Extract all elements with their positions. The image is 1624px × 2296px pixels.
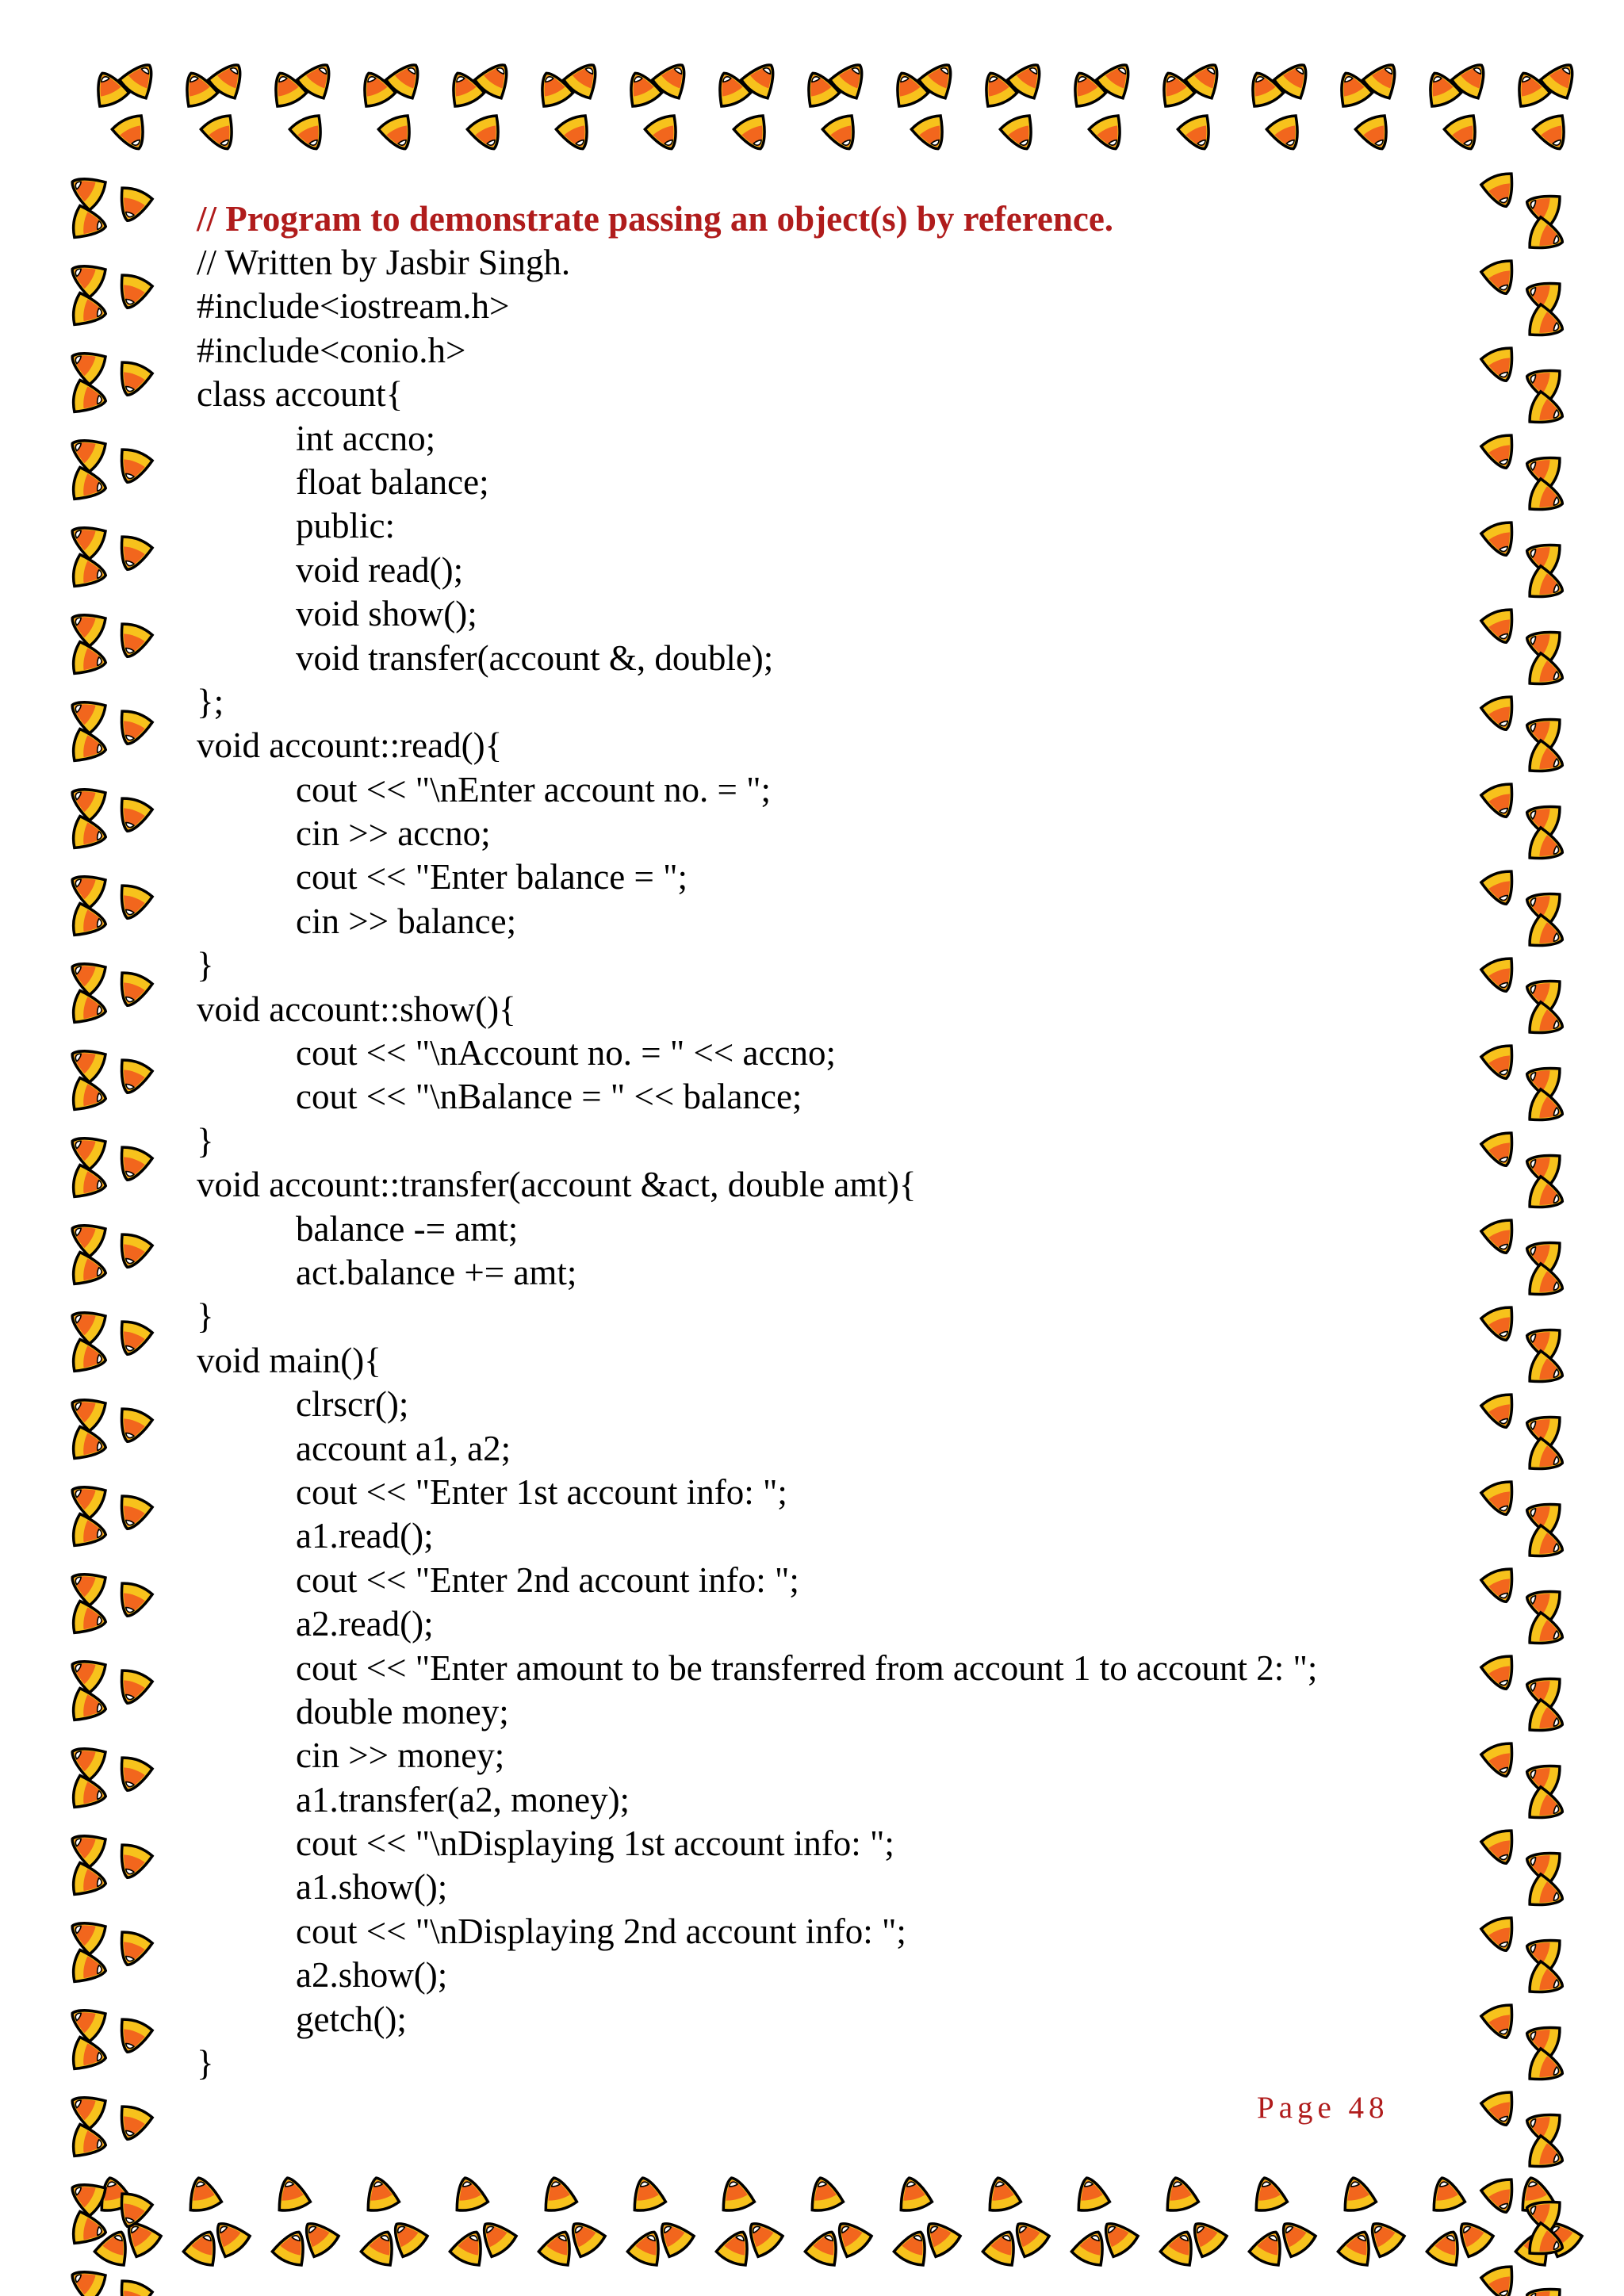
code-line: } bbox=[197, 945, 214, 985]
code-line: a1.show(); bbox=[296, 1867, 448, 1908]
candy-corn-icon bbox=[1480, 1217, 1522, 1258]
candy-corn-icon bbox=[1509, 67, 1552, 109]
candy-corn-icon bbox=[64, 430, 108, 473]
candy-corn-icon bbox=[1420, 67, 1463, 109]
candy-corn-icon bbox=[1480, 1915, 1522, 1956]
candy-corn-icon bbox=[910, 113, 953, 155]
candy-corn-icon bbox=[1177, 113, 1220, 155]
candy-corn-icon bbox=[71, 641, 109, 679]
candy-corn-icon bbox=[887, 67, 930, 109]
candy-corn-icon bbox=[716, 2174, 756, 2214]
candy-corn-icon bbox=[1480, 2176, 1522, 2218]
candy-corn-icon bbox=[1249, 2174, 1289, 2214]
candy-corn-icon bbox=[71, 1688, 109, 1725]
candy-corn-icon bbox=[71, 1601, 109, 1638]
code-line: cout << "\nBalance = " << balance; bbox=[296, 1077, 802, 1117]
candy-corn-icon bbox=[64, 866, 108, 909]
candy-corn-icon bbox=[64, 1040, 108, 1084]
candy-corn-icon bbox=[1480, 955, 1522, 997]
candy-corn-icon bbox=[1480, 2002, 1522, 2043]
candy-corn-icon bbox=[113, 1057, 154, 1098]
candy-corn-icon bbox=[272, 2174, 312, 2214]
page-number: Page 48 bbox=[1257, 2091, 1389, 2125]
candy-corn-icon bbox=[1480, 781, 1522, 822]
candy-corn-icon bbox=[113, 272, 154, 313]
candy-corn-icon bbox=[113, 2103, 154, 2145]
candy-corn-icon bbox=[1338, 2174, 1377, 2214]
code-line: #include<conio.h> bbox=[197, 330, 466, 370]
candy-corn-icon bbox=[113, 446, 154, 488]
candy-corn-icon bbox=[1526, 565, 1568, 607]
candy-corn-icon bbox=[113, 621, 154, 662]
candy-corn-icon bbox=[621, 67, 664, 109]
candy-corn-icon bbox=[113, 534, 154, 575]
code-line: void account::read(){ bbox=[197, 725, 503, 766]
candy-corn-icon bbox=[805, 2174, 845, 2214]
code-line: } bbox=[197, 1296, 214, 1337]
code-line: cout << "Enter balance = "; bbox=[296, 857, 688, 897]
candy-corn-icon bbox=[361, 2174, 400, 2214]
candy-corn-icon bbox=[64, 342, 108, 386]
candy-corn-icon bbox=[1480, 2263, 1522, 2296]
candy-corn-icon bbox=[64, 1912, 108, 1956]
candy-corn-icon bbox=[1266, 113, 1308, 155]
candy-corn-icon bbox=[1526, 2048, 1568, 2089]
candy-corn-icon bbox=[64, 1651, 108, 1694]
candy-corn-icon bbox=[113, 1144, 154, 1185]
candy-corn-icon bbox=[733, 113, 776, 155]
candy-corn-icon bbox=[113, 1231, 154, 1272]
candy-corn-icon bbox=[627, 2174, 667, 2214]
code-line: #include<iostream.h> bbox=[197, 286, 510, 327]
code-line: void read(); bbox=[296, 549, 464, 590]
code-line: cout << "Enter 2nd account info: "; bbox=[296, 1559, 799, 1600]
candy-corn-icon bbox=[1480, 258, 1522, 299]
page-title: // Program to demonstrate passing an object(s) by reference. bbox=[197, 199, 1114, 239]
candy-corn-icon bbox=[1526, 216, 1568, 258]
candy-corn-icon bbox=[538, 2174, 578, 2214]
code-line: public: bbox=[296, 506, 395, 546]
candy-corn-icon bbox=[1065, 67, 1108, 109]
candy-corn-icon bbox=[1480, 1391, 1522, 1433]
candy-corn-icon bbox=[1480, 2089, 1522, 2130]
code-line: void transfer(account &, double); bbox=[296, 637, 774, 678]
candy-corn-icon bbox=[1526, 827, 1568, 868]
candy-corn-icon bbox=[183, 2174, 223, 2214]
candy-corn-icon bbox=[113, 1580, 154, 1621]
candy-corn-icon bbox=[64, 1389, 108, 1433]
candy-corn-icon bbox=[377, 113, 420, 155]
candy-corn-icon bbox=[1526, 1612, 1568, 1653]
code-line: account a1, a2; bbox=[296, 1428, 511, 1468]
code-line: }; bbox=[197, 681, 224, 721]
candy-corn-icon bbox=[1480, 868, 1522, 909]
candy-corn-icon bbox=[113, 1667, 154, 1709]
code-line: clrscr(); bbox=[296, 1384, 409, 1425]
candy-corn-icon bbox=[1480, 432, 1522, 473]
candy-corn-icon bbox=[1243, 67, 1285, 109]
candy-corn-icon bbox=[266, 67, 308, 109]
candy-corn-icon bbox=[113, 1755, 154, 1796]
candy-corn-icon bbox=[64, 953, 108, 997]
candy-corn-icon bbox=[113, 795, 154, 836]
code-line: void account::transfer(account &act, double amt){ bbox=[197, 1165, 917, 1205]
candy-corn-icon bbox=[1480, 170, 1522, 212]
candy-corn-icon bbox=[1443, 113, 1486, 155]
candy-corn-icon bbox=[71, 467, 109, 504]
candy-corn-icon bbox=[1526, 1786, 1568, 1827]
code-line: cout << "Enter amount to be transferred from account 1 to account 2: "; bbox=[296, 1647, 1318, 1688]
candy-corn-icon bbox=[1480, 345, 1522, 386]
candy-corn-icon bbox=[71, 1775, 109, 1812]
candy-corn-icon bbox=[113, 882, 154, 924]
candy-corn-icon bbox=[1526, 1961, 1568, 2002]
candy-corn-icon bbox=[71, 1077, 109, 1115]
candy-corn-icon bbox=[71, 990, 109, 1027]
candy-corn-icon bbox=[64, 168, 108, 212]
candy-corn-icon bbox=[113, 1406, 154, 1447]
candy-corn-icon bbox=[64, 1127, 108, 1171]
code-line: balance -= amt; bbox=[296, 1208, 519, 1249]
candy-corn-icon bbox=[1480, 1827, 1522, 1869]
candy-corn-icon bbox=[71, 1950, 109, 1987]
candy-corn-icon bbox=[450, 2174, 489, 2214]
candy-corn-icon bbox=[71, 1426, 109, 1464]
candy-corn-icon bbox=[1526, 1525, 1568, 1566]
candy-corn-icon bbox=[113, 970, 154, 1011]
code-line: a2.read(); bbox=[296, 1604, 434, 1644]
code-block bbox=[197, 241, 1418, 2085]
code-line: void main(){ bbox=[197, 1340, 381, 1380]
candy-corn-icon bbox=[64, 691, 108, 735]
candy-corn-icon bbox=[71, 729, 109, 766]
candy-corn-icon bbox=[1480, 1043, 1522, 1084]
candy-corn-icon bbox=[1480, 607, 1522, 648]
candy-corn-icon bbox=[88, 67, 131, 109]
candy-corn-icon bbox=[64, 604, 108, 648]
candy-corn-icon bbox=[71, 1165, 109, 1202]
candy-corn-icon bbox=[71, 816, 109, 853]
code-line: } bbox=[197, 2043, 214, 2084]
candy-corn-icon bbox=[111, 113, 154, 155]
candy-corn-icon bbox=[113, 2016, 154, 2057]
candy-corn-icon bbox=[71, 2037, 109, 2074]
candy-corn-icon bbox=[1526, 478, 1568, 519]
candy-corn-icon bbox=[1154, 67, 1197, 109]
candy-corn-icon bbox=[64, 517, 108, 561]
candy-corn-icon bbox=[71, 554, 109, 591]
code-line: cin >> accno; bbox=[296, 813, 491, 854]
candy-corn-icon bbox=[644, 113, 687, 155]
candy-corn-icon bbox=[71, 1339, 109, 1376]
candy-corn-icon bbox=[71, 1252, 109, 1289]
candy-corn-icon bbox=[999, 113, 1042, 155]
candy-corn-icon bbox=[532, 67, 575, 109]
code-line: act.balance += amt; bbox=[296, 1252, 577, 1292]
candy-corn-icon bbox=[1480, 1653, 1522, 1694]
candy-corn-icon bbox=[1526, 1873, 1568, 1915]
candy-corn-icon bbox=[1480, 1740, 1522, 1781]
candy-corn-icon bbox=[177, 67, 220, 109]
code-line: } bbox=[197, 1120, 214, 1161]
candy-corn-icon bbox=[71, 1513, 109, 1551]
candy-corn-icon bbox=[71, 380, 109, 417]
candy-corn-icon bbox=[976, 67, 1019, 109]
candy-corn-icon bbox=[1480, 1479, 1522, 1520]
candy-corn-icon bbox=[1480, 519, 1522, 561]
code-line: float balance; bbox=[296, 461, 489, 502]
candy-corn-icon bbox=[1526, 914, 1568, 955]
candy-corn-icon bbox=[1526, 1176, 1568, 1217]
candy-corn-icon bbox=[1331, 67, 1374, 109]
code-line: cout << "\nDisplaying 1st account info: "; bbox=[296, 1823, 894, 1864]
code-line: a1.read(); bbox=[296, 1516, 434, 1556]
code-line: cout << "Enter 1st account info: "; bbox=[296, 1471, 787, 1512]
candy-corn-icon bbox=[1480, 1566, 1522, 1607]
candy-corn-icon bbox=[710, 67, 753, 109]
candy-corn-icon bbox=[113, 708, 154, 749]
candy-corn-icon bbox=[64, 1215, 108, 1258]
candy-corn-icon bbox=[1526, 2135, 1568, 2176]
candy-corn-icon bbox=[113, 185, 154, 226]
code-line: getch(); bbox=[296, 1999, 407, 2039]
code-listing bbox=[197, 197, 1418, 2099]
code-line: void account::show(){ bbox=[197, 989, 516, 1029]
candy-corn-icon bbox=[1160, 2174, 1200, 2214]
candy-corn-icon bbox=[71, 205, 109, 243]
candy-corn-icon bbox=[71, 2124, 109, 2161]
candy-corn-icon bbox=[64, 2261, 108, 2296]
candy-corn-icon bbox=[1526, 391, 1568, 432]
candy-corn-icon bbox=[64, 255, 108, 299]
code-line: cin >> money; bbox=[296, 1735, 505, 1776]
code-line: cout << "\nDisplaying 2nd account info: "; bbox=[296, 1911, 906, 1951]
candy-corn-icon bbox=[113, 1842, 154, 1883]
candy-corn-icon bbox=[1354, 113, 1397, 155]
candy-corn-icon bbox=[64, 2087, 108, 2130]
candy-corn-icon bbox=[354, 67, 397, 109]
candy-corn-icon bbox=[1526, 1699, 1568, 1740]
candy-corn-icon bbox=[982, 2174, 1022, 2214]
candy-corn-icon bbox=[1088, 113, 1131, 155]
candy-corn-icon bbox=[64, 1302, 108, 1345]
candy-corn-icon bbox=[894, 2174, 933, 2214]
candy-corn-icon bbox=[1532, 113, 1575, 155]
candy-corn-icon bbox=[1526, 740, 1568, 781]
candy-corn-icon bbox=[71, 1862, 109, 1900]
candy-corn-icon bbox=[1526, 1089, 1568, 1130]
candy-corn-icon bbox=[1071, 2174, 1111, 2214]
code-line: a1.transfer(a2, money); bbox=[296, 1779, 630, 1820]
candy-corn-icon bbox=[64, 1563, 108, 1607]
candy-corn-icon bbox=[71, 293, 109, 330]
code-line: int accno; bbox=[296, 418, 436, 458]
candy-corn-icon bbox=[1526, 1001, 1568, 1043]
candy-corn-icon bbox=[466, 113, 509, 155]
candy-corn-icon bbox=[799, 67, 841, 109]
candy-corn-icon bbox=[1522, 2280, 1563, 2296]
candy-corn-icon bbox=[1526, 304, 1568, 345]
candy-corn-icon bbox=[1480, 1130, 1522, 1171]
candy-corn-icon bbox=[64, 1825, 108, 1869]
candy-corn-icon bbox=[1480, 694, 1522, 735]
code-line: a2.show(); bbox=[296, 1955, 448, 1996]
candy-corn-icon bbox=[555, 113, 598, 155]
candy-corn-icon bbox=[113, 1318, 154, 1360]
candy-corn-icon bbox=[1526, 652, 1568, 694]
candy-corn-icon bbox=[64, 1476, 108, 1520]
code-line: cout << "\nAccount no. = " << accno; bbox=[296, 1033, 836, 1073]
candy-corn-icon bbox=[443, 67, 486, 109]
candy-corn-icon bbox=[113, 2278, 154, 2296]
candy-corn-icon bbox=[64, 779, 108, 822]
candy-corn-icon bbox=[1526, 1350, 1568, 1391]
candy-corn-icon bbox=[113, 1493, 154, 1534]
candy-corn-icon bbox=[289, 113, 331, 155]
code-line: double money; bbox=[296, 1691, 509, 1732]
code-line: cout << "\nEnter account no. = "; bbox=[296, 769, 771, 809]
code-line: void show(); bbox=[296, 594, 477, 634]
candy-corn-icon bbox=[113, 1929, 154, 1970]
code-line: // Written by Jasbir Singh. bbox=[197, 243, 571, 282]
candy-corn-icon bbox=[1526, 1263, 1568, 1304]
code-line: cin >> balance; bbox=[296, 901, 517, 941]
candy-corn-icon bbox=[64, 1999, 108, 2043]
candy-corn-icon bbox=[1480, 1304, 1522, 1345]
candy-corn-icon bbox=[822, 113, 864, 155]
candy-corn-icon bbox=[200, 113, 243, 155]
candy-corn-icon bbox=[1526, 1437, 1568, 1479]
candy-corn-icon bbox=[64, 1738, 108, 1781]
candy-corn-icon bbox=[113, 359, 154, 400]
candy-corn-icon bbox=[1427, 2174, 1466, 2214]
candy-corn-icon bbox=[71, 903, 109, 940]
code-line: class account{ bbox=[197, 374, 404, 415]
